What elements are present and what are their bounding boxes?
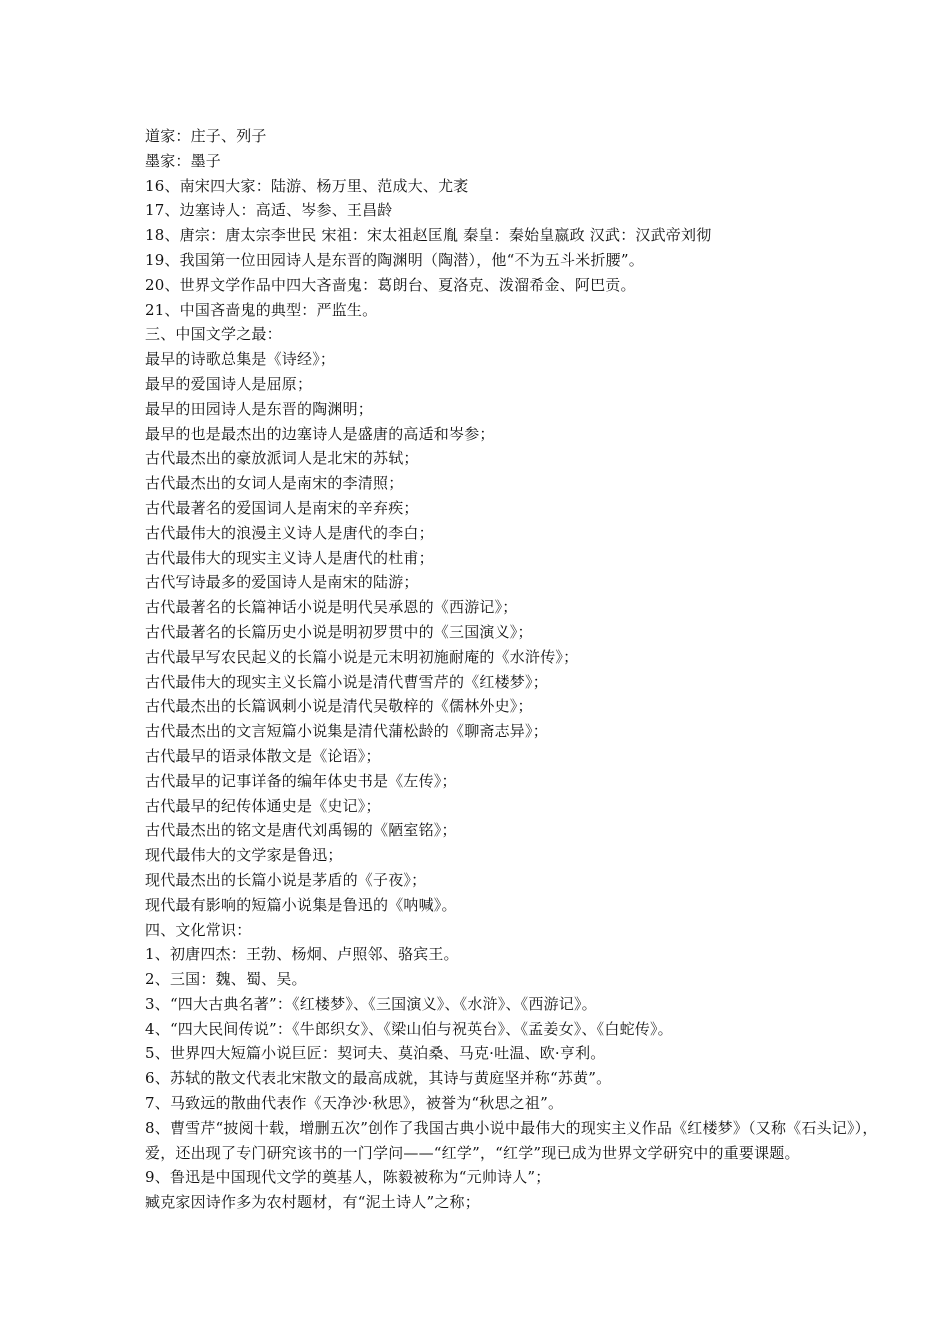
text-line: 18、唐宗：唐太宗李世民 宋祖：宋太祖赵匡胤 秦皇：秦始皇嬴政 汉武：汉武帝刘彻 (145, 226, 712, 245)
text-line: 9、鲁迅是中国现代文学的奠基人，陈毅被称为“元帅诗人”； (145, 1168, 551, 1187)
text-line: 道家：庄子、列子 (145, 127, 267, 145)
text-line: 古代最早写农民起义的长篇小说是元末明初施耐庵的《水浒传》； (145, 647, 579, 666)
text-line: 古代最著名的长篇神话小说是明代吴承恩的《西游记》； (145, 598, 518, 617)
text-line: 20、世界文学作品中四大吝啬鬼：葛朗台、夏洛克、泼溜希金、阿巴贡。 (145, 275, 636, 294)
text-line: 最早的也是最杰出的边塞诗人是盛唐的高适和岑参； (145, 424, 495, 443)
text-line: 最早的爱国诗人是屈原； (145, 374, 313, 393)
text-line: 3、“四大古典名著”：《红楼梦》、《三国演义》、《水浒》、《西游记》。 (145, 994, 597, 1013)
text-line: 爱，还出现了专门研究该书的一门学问——“红学”，“红学”现已成为世界文学研究中的重要课题。 (145, 1143, 800, 1162)
text-line: 墨家：墨子 (145, 151, 222, 170)
text-line: 最早的诗歌总集是《诗经》； (145, 350, 336, 369)
text-line: 古代最著名的爱国词人是南宋的辛弃疾； (145, 498, 419, 517)
text-line: 古代最伟大的现实主义诗人是唐代的杜甫； (145, 548, 434, 567)
section-heading: 四、文化常识： (145, 920, 252, 939)
text-line: 古代最早的记事详备的编年体史书是《左传》； (145, 771, 457, 790)
text-line: 古代最杰出的女词人是南宋的李清照； (145, 474, 404, 493)
text-line: 古代最伟大的现实主义长篇小说是清代曹雪芹的《红楼梦》； (145, 672, 548, 691)
text-line: 5、世界四大短篇小说巨匠：契诃夫、莫泊桑、马克·吐温、欧·亨利。 (145, 1044, 606, 1063)
text-line: 古代最早的纪传体通史是《史记》； (145, 796, 381, 815)
text-line: 最早的田园诗人是东晋的陶渊明； (145, 399, 374, 418)
text-line: 1、初唐四杰：王勃、杨炯、卢照邻、骆宾王。 (145, 945, 459, 964)
text-line: 古代最杰出的文言短篇小说集是清代蒲松龄的《聊斋志异》； (145, 722, 548, 741)
document-body (145, 124, 950, 1215)
text-line: 古代最著名的长篇历史小说是明初罗贯中的《三国演义》； (145, 622, 533, 641)
text-line: 6、苏轼的散文代表北宋散文的最高成就，其诗与黄庭坚并称“苏黄”。 (145, 1069, 612, 1088)
text-line: 4、“四大民间传说”：《牛郎织女》、《梁山伯与祝英台》、《孟姜女》、《白蛇传》。 (145, 1019, 673, 1038)
text-line: 臧克家因诗作多为农村题材，有“泥土诗人”之称； (145, 1193, 480, 1212)
text-line: 古代最杰出的长篇讽刺小说是清代吴敬梓的《儒林外史》； (145, 697, 533, 716)
text-line: 古代最伟大的浪漫主义诗人是唐代的李白； (145, 523, 434, 542)
text-line: 现代最有影响的短篇小说集是鲁迅的《呐喊》。 (145, 895, 457, 914)
text-line: 17、边塞诗人：高适、岑参、王昌龄 (145, 201, 393, 220)
text-line: 现代最伟大的文学家是鲁迅； (145, 846, 343, 865)
text-line: 7、马致远的散曲代表作《天净沙·秋思》，被誉为“秋思之祖”。 (145, 1094, 564, 1113)
text-line: 古代写诗最多的爱国诗人是南宋的陆游； (145, 573, 419, 592)
text-line: 19、我国第一位田园诗人是东晋的陶渊明（陶潜），他“不为五斗米折腰”。 (145, 250, 644, 269)
text-line: 现代最杰出的长篇小说是茅盾的《子夜》； (145, 870, 427, 889)
text-line: 古代最杰出的豪放派词人是北宋的苏轼； (145, 449, 419, 468)
text-line: 16、南宋四大家：陆游、杨万里、范成大、尤袤 (145, 176, 469, 195)
text-line: 21、中国吝啬鬼的典型：严监生。 (145, 300, 378, 319)
text-line: 2、三国：魏、蜀、吴。 (145, 970, 307, 989)
text-line: 8、曹雪芹“披阅十载，增删五次”创作了我国古典小说中最伟大的现实主义作品《红楼梦》（又称《石头记》）， (145, 1118, 878, 1137)
text-line: 古代最早的语录体散文是《论语》； (145, 746, 381, 765)
section-heading: 三、中国文学之最： (145, 325, 282, 344)
text-line: 古代最杰出的铭文是唐代刘禹锡的《陋室铭》； (145, 821, 457, 840)
